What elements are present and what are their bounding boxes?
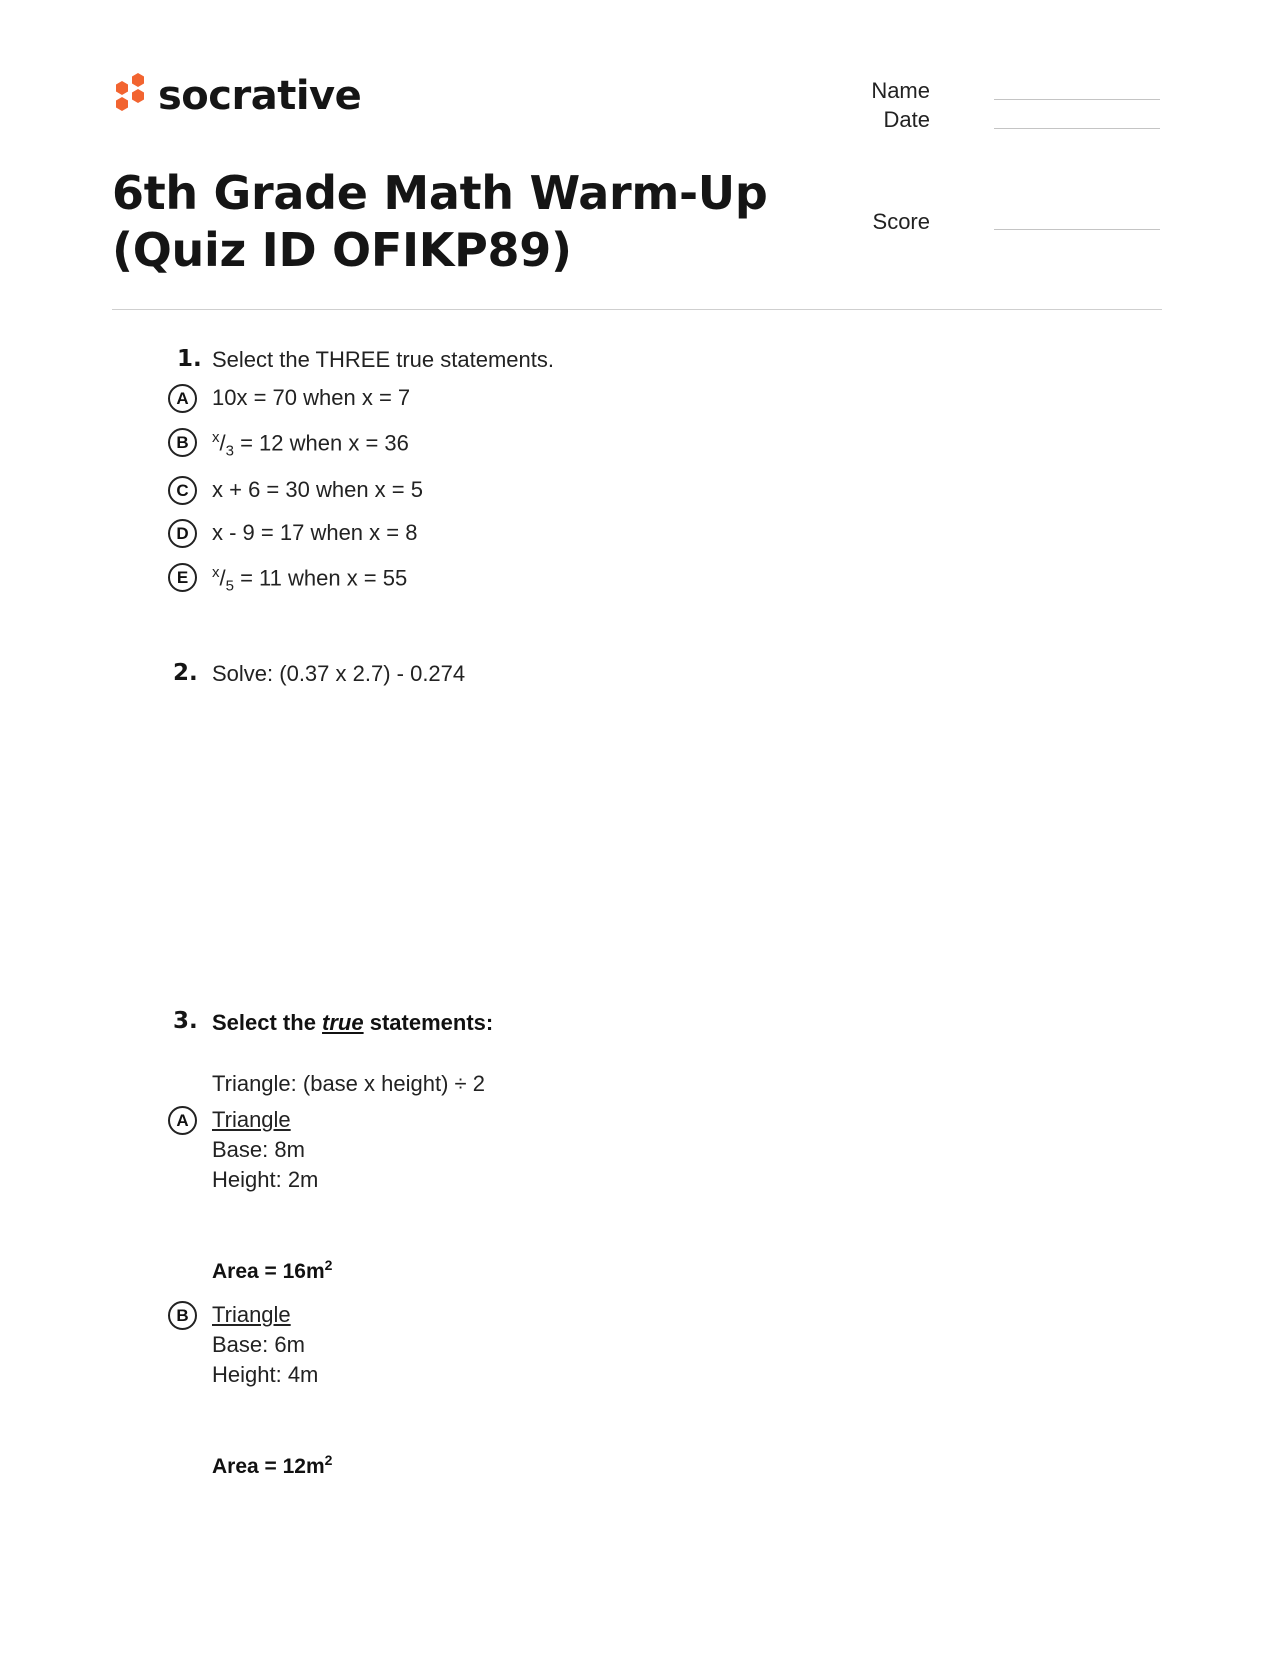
option-b-area: Area = $12m^2$ (212, 1452, 333, 1478)
option-a-area: Area = $16m^2$ (212, 1257, 333, 1283)
question-number: 3. (173, 1008, 198, 1034)
option-b-text: $^x/_3 = 12$ when x = 36 (212, 429, 409, 460)
option-b-bubble[interactable]: B (168, 428, 197, 457)
option-d-text: x - 9 = 17 when x = 8 (212, 520, 418, 545)
question-prompt: Solve: (0.37 x 2.7) - 0.274 (212, 661, 466, 686)
header-divider (112, 309, 1162, 310)
option-c-text: x + 6 = 30 when x = 5 (212, 477, 423, 502)
option-a-shape: Triangle (212, 1107, 291, 1132)
option-a-base: Base: 8m (212, 1137, 305, 1162)
option-a-text: 10x = 70 when x = 7 (212, 385, 411, 410)
socrative-logo (112, 72, 361, 120)
question-prompt: Select the THREE true statements. (212, 347, 554, 372)
option-c-bubble[interactable]: C (168, 476, 197, 505)
page-title: 6th Grade Math Warm-Up (Quiz ID OFIKP89) (112, 166, 768, 277)
option-b-shape: Triangle (212, 1302, 291, 1327)
question-number: 2. (173, 660, 198, 686)
formula-text: Triangle: (base x height) ÷ 2 (212, 1071, 485, 1096)
score-label: Score (872, 209, 930, 234)
option-a-bubble[interactable]: A (168, 384, 197, 413)
option-e-bubble[interactable]: E (168, 563, 197, 592)
score-field[interactable] (994, 229, 1160, 230)
name-field[interactable] (994, 99, 1160, 100)
option-b-bubble[interactable]: B (168, 1301, 197, 1330)
option-b-height: Height: 4m (212, 1362, 319, 1387)
date-label: Date (883, 107, 930, 132)
question-number: 1. (177, 346, 202, 372)
brand-name: socrative (158, 73, 362, 119)
question-prompt: Select the true statements: (212, 1010, 494, 1035)
name-label: Name (871, 78, 930, 103)
hexagon-cluster-icon (112, 72, 148, 120)
option-e-text: $^x/_5 = 11$ when x = 55 (212, 564, 408, 595)
option-b-base: Base: 6m (212, 1332, 305, 1357)
date-field[interactable] (994, 128, 1160, 129)
option-d-bubble[interactable]: D (168, 519, 197, 548)
option-a-bubble[interactable]: A (168, 1106, 197, 1135)
option-a-height: Height: 2m (212, 1167, 319, 1192)
